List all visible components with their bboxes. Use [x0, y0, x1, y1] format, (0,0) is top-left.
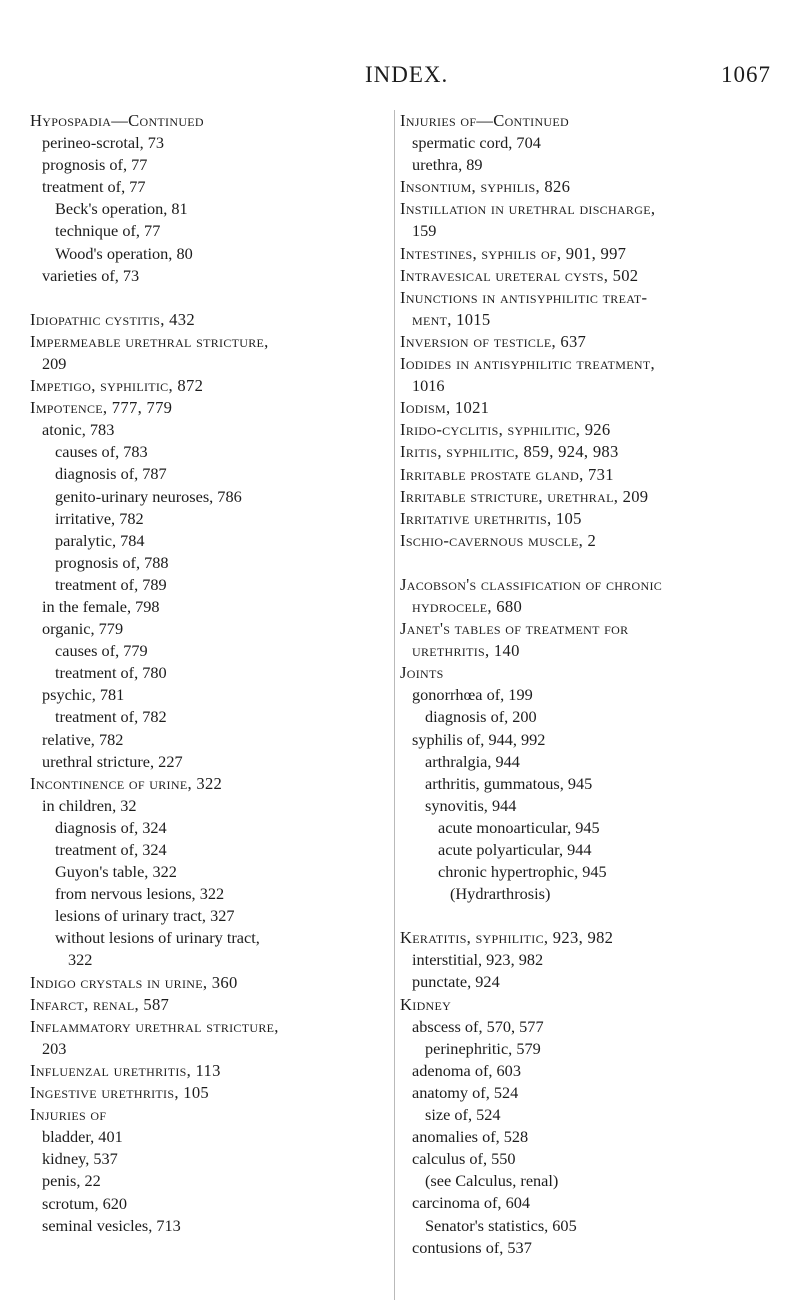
index-subentry: Wood's operation, 80	[55, 243, 193, 263]
index-heading: Irido-cyclitis, syphilitic, 926	[400, 420, 611, 440]
index-subentry: treatment of, 77	[42, 177, 146, 197]
index-subentry: spermatic cord, 704	[412, 133, 541, 153]
index-subentry: contusions of, 537	[412, 1237, 532, 1257]
index-subentry: treatment of, 324	[55, 840, 167, 859]
index-subentry: prognosis of, 788	[55, 552, 169, 572]
index-heading: urethritis, 140	[412, 641, 520, 661]
index-heading: Iodism, 1021	[400, 398, 490, 418]
index-subentry: treatment of, 780	[55, 663, 167, 683]
index-subentry: adenoma of, 603	[412, 1060, 521, 1080]
index-heading: Insontium, syphilis, 826	[400, 177, 571, 197]
index-subentry: treatment of, 782	[55, 707, 167, 727]
index-subentry: treatment of, 789	[55, 574, 167, 594]
index-heading: Idiopathic cystitis, 432	[30, 309, 195, 329]
index-subentry: causes of, 779	[55, 641, 148, 661]
index-subentry: seminal vesicles, 713	[42, 1215, 181, 1235]
index-heading: Keratitis, syphilitic, 923, 982	[400, 928, 614, 948]
index-subentry: organic, 779	[42, 619, 124, 639]
index-subentry: size of, 524	[425, 1105, 501, 1125]
index-heading: Intestines, syphilis of, 901, 997	[400, 243, 627, 263]
index-heading: Instillation in urethral discharge,	[400, 199, 656, 219]
index-subentry: diagnosis of, 324	[55, 817, 167, 837]
index-heading: Indigo crystals in urine, 360	[30, 972, 238, 992]
index-subentry: interstitial, 923, 982	[412, 950, 544, 970]
index-subentry: 203	[42, 1038, 67, 1058]
index-subentry: 1016	[412, 376, 445, 396]
index-subentry: urethra, 89	[412, 155, 483, 175]
index-subentry: atonic, 783	[42, 420, 115, 440]
index-subentry: arthralgia, 944	[425, 751, 520, 771]
index-subentry: perinephritic, 579	[425, 1038, 541, 1058]
index-heading: Influenzal urethritis, 113	[30, 1060, 221, 1080]
index-subentry: psychic, 781	[42, 685, 125, 705]
index-subentry: diagnosis of, 200	[425, 707, 537, 727]
index-subentry: prognosis of, 77	[42, 155, 148, 175]
index-column-right	[400, 110, 782, 1259]
index-heading: Janet's tables of treatment for	[400, 619, 629, 639]
index-subentry: syphilis of, 944, 992	[412, 729, 546, 749]
page-title: INDEX.	[365, 62, 449, 87]
index-subentry: genito-urinary neuroses, 786	[55, 486, 242, 506]
index-subentry: relative, 782	[42, 729, 124, 749]
index-heading: Impermeable urethral stricture,	[30, 331, 269, 351]
index-subentry: penis, 22	[42, 1171, 101, 1191]
index-heading: Ingestive urethritis, 105	[30, 1083, 210, 1103]
index-subentry: acute polyarticular, 944	[438, 840, 592, 859]
index-subentry: without lesions of urinary tract,	[55, 928, 260, 948]
index-heading: Iodides in antisyphilitic treatment,	[400, 354, 655, 374]
index-subentry: acute monoarticular, 945	[438, 817, 600, 837]
index-subentry: punctate, 924	[412, 972, 500, 992]
index-heading: Joints	[400, 663, 444, 683]
index-heading: Infarct, renal, 587	[30, 994, 170, 1014]
index-subentry: Beck's operation, 81	[55, 199, 188, 219]
index-heading: Ischio-cavernous muscle, 2	[400, 530, 597, 550]
index-heading: Injuries of—Continued	[400, 111, 569, 130]
index-subentry: technique of, 77	[55, 221, 161, 241]
index-heading: Injuries of	[30, 1105, 107, 1125]
index-subentry: 159	[412, 221, 437, 241]
index-heading: Irritable stricture, urethral, 209	[400, 486, 649, 506]
index-subentry: arthritis, gummatous, 945	[425, 773, 593, 793]
index-subentry: anatomy of, 524	[412, 1082, 519, 1102]
index-subentry: (Hydrarthrosis)	[450, 884, 551, 904]
index-heading: Iritis, syphilitic, 859, 924, 983	[400, 442, 619, 462]
index-heading: Jacobson's classification of chronic	[400, 574, 663, 594]
index-subentry: bladder, 401	[42, 1127, 123, 1147]
index-subentry: in children, 32	[42, 795, 137, 815]
index-subentry: kidney, 537	[42, 1149, 118, 1169]
index-subentry: carcinoma of, 604	[412, 1193, 530, 1213]
index-subentry: 209	[42, 353, 67, 373]
index-heading: Inversion of testicle, 637	[400, 331, 587, 351]
index-subentry: Guyon's table, 322	[55, 862, 177, 882]
index-subentry: in the female, 798	[42, 596, 160, 616]
index-column-left	[30, 110, 388, 1237]
index-subentry: lesions of urinary tract, 327	[55, 906, 235, 926]
index-heading: Irritable prostate gland, 731	[400, 464, 614, 484]
page-header	[0, 62, 801, 102]
index-heading: Intravesical ureteral cysts, 502	[400, 265, 639, 285]
column-divider	[394, 110, 395, 1300]
index-subentry: anomalies of, 528	[412, 1127, 529, 1147]
index-heading: Incontinence of urine, 322	[30, 773, 223, 793]
index-subentry: from nervous lesions, 322	[55, 884, 225, 904]
index-heading: Hypospadia—Continued	[30, 111, 204, 130]
index-subentry: varieties of, 73	[42, 265, 140, 285]
index-heading: Kidney	[400, 994, 452, 1014]
index-subentry: scrotum, 620	[42, 1193, 128, 1213]
page-number: 1067	[721, 62, 771, 87]
index-subentry: calculus of, 550	[412, 1149, 516, 1169]
index-subentry: (see Calculus, renal)	[425, 1171, 559, 1191]
index-heading: Inunctions in antisyphilitic treat-	[400, 287, 648, 307]
index-subentry: gonorrhœa of, 199	[412, 685, 533, 705]
index-subentry: perineo-scrotal, 73	[42, 133, 165, 153]
index-heading: Impetigo, syphilitic, 872	[30, 376, 204, 396]
index-subentry: paralytic, 784	[55, 530, 145, 550]
index-subentry: irritative, 782	[55, 508, 144, 528]
index-heading: Impotence, 777, 779	[30, 398, 173, 418]
index-subentry: causes of, 783	[55, 442, 148, 462]
index-heading: ment, 1015	[412, 309, 491, 329]
index-subentry: urethral stricture, 227	[42, 751, 183, 771]
index-subentry: Senator's statistics, 605	[425, 1215, 577, 1235]
index-subentry: abscess of, 570, 577	[412, 1016, 544, 1036]
index-heading: Inflammatory urethral stricture,	[30, 1016, 279, 1036]
index-subentry: chronic hypertrophic, 945	[438, 862, 607, 882]
index-heading: hydrocele, 680	[412, 596, 523, 616]
index-heading: Irritative urethritis, 105	[400, 508, 582, 528]
index-subentry: diagnosis of, 787	[55, 464, 167, 484]
index-subentry: synovitis, 944	[425, 795, 517, 815]
index-subentry: 322	[68, 950, 93, 970]
